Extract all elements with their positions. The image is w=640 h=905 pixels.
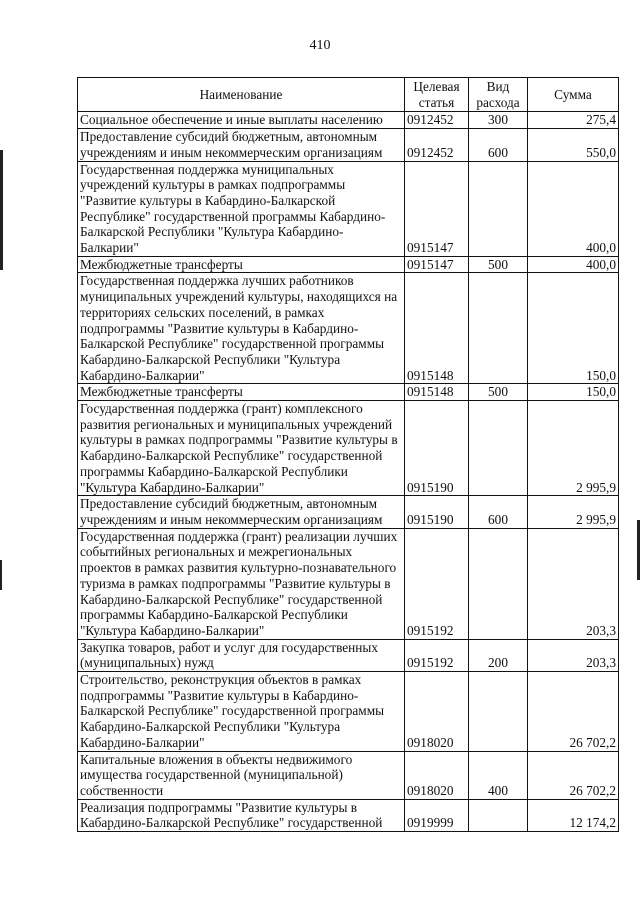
table-row	[78, 273, 619, 384]
row-name: Межбюджетные трансферты	[78, 256, 405, 273]
row-kind: 200	[469, 639, 528, 671]
row-sum: 150,0	[528, 273, 619, 384]
header-name: Наименование	[78, 78, 405, 112]
row-kind: 600	[469, 496, 528, 528]
row-code: 0915190	[405, 496, 469, 528]
row-sum: 400,0	[528, 161, 619, 256]
header-code-line2: статья	[418, 94, 455, 110]
row-name: Государственная поддержка (грант) реализации лучших событийных региональных и межрегиональных проектов в рамках развития культурно-познавательного туризма в рамках подпрограммы "Развитие культуры в Кабардино-Балкарской Республике" государственной программы Кабардино-Балкарской Республики "Культура Кабардино-Балкарии"	[78, 528, 405, 639]
row-name: Предоставление субсидий бюджетным, автономным учреждениям и иным некоммерческим организациям	[78, 129, 405, 161]
header-kind-line2: расхода	[476, 94, 520, 110]
row-code: 0912452	[405, 112, 469, 129]
row-kind: 400	[469, 751, 528, 799]
row-kind	[469, 161, 528, 256]
table-row	[78, 161, 619, 256]
row-sum: 400,0	[528, 256, 619, 273]
table-row	[78, 799, 619, 831]
header-code	[405, 78, 469, 112]
row-name: Социальное обеспечение и иные выплаты населению	[78, 112, 405, 129]
header-kind	[469, 78, 528, 112]
row-kind	[469, 401, 528, 496]
row-code: 0915147	[405, 161, 469, 256]
header-code-line1: Целевая	[413, 79, 460, 94]
table-row	[78, 672, 619, 752]
row-name: Реализация подпрограммы "Развитие культуры в Кабардино-Балкарской Республике" государственной	[78, 799, 405, 831]
row-kind	[469, 528, 528, 639]
row-name: Строительство, реконструкция объектов в рамках подпрограммы "Развитие культуры в Кабардино-Балкарской Республике" государственной программы Кабардино-Балкарской Республики "Культура Кабардино-Балкарии"	[78, 672, 405, 752]
row-kind: 300	[469, 112, 528, 129]
row-code: 0918020	[405, 751, 469, 799]
row-sum: 275,4	[528, 112, 619, 129]
row-name: Государственная поддержка лучших работников муниципальных учреждений культуры, находящихся на территориях сельских поселений, в рамках подпрограммы "Развитие культуры в Кабардино-Балкарской Республике" государственной программы Кабардино-Балкарской Республики "Культура Кабардино-Балкарии"	[78, 273, 405, 384]
row-kind: 500	[469, 256, 528, 273]
row-name: Межбюджетные трансферты	[78, 384, 405, 401]
row-kind: 500	[469, 384, 528, 401]
table-row	[78, 496, 619, 528]
page-number: 410	[309, 38, 331, 53]
row-code: 0915192	[405, 528, 469, 639]
row-sum: 150,0	[528, 384, 619, 401]
row-name: Государственная поддержка (грант) комплексного развития региональных и муниципальных учреждений культуры в рамках подпрограммы "Развитие культуры в Кабардино-Балкарской Республике" государственной программы Кабардино-Балкарской Республики "Культура Кабардино-Балкарии"	[78, 401, 405, 496]
header-sum: Сумма	[528, 78, 619, 112]
row-sum: 12 174,2	[528, 799, 619, 831]
row-sum: 26 702,2	[528, 672, 619, 752]
row-kind: 600	[469, 129, 528, 161]
row-code: 0915147	[405, 256, 469, 273]
row-sum: 203,3	[528, 528, 619, 639]
row-kind	[469, 273, 528, 384]
row-sum: 203,3	[528, 639, 619, 671]
row-name: Предоставление субсидий бюджетным, автономным учреждениям и иным некоммерческим организациям	[78, 496, 405, 528]
table-row	[78, 751, 619, 799]
row-sum: 550,0	[528, 129, 619, 161]
row-code: 0915192	[405, 639, 469, 671]
row-code: 0918020	[405, 672, 469, 752]
table-row	[78, 639, 619, 671]
row-name: Государственная поддержка муниципальных учреждений культуры в рамках подпрограммы "Развитие культуры в Кабардино-Балкарской Республике" государственной программы Кабардино-Балкарской Республики "Культура Кабардино-Балкарии"	[78, 161, 405, 256]
row-sum: 2 995,9	[528, 496, 619, 528]
scan-edge-mark	[0, 560, 2, 590]
table-row	[78, 384, 619, 401]
row-code: 0915148	[405, 273, 469, 384]
table-row	[78, 129, 619, 161]
row-name: Закупка товаров, работ и услуг для государственных (муниципальных) нужд	[78, 639, 405, 671]
table-row	[78, 256, 619, 273]
budget-table	[77, 77, 619, 832]
row-kind	[469, 799, 528, 831]
row-kind	[469, 672, 528, 752]
table-row	[78, 112, 619, 129]
header-kind-line1: Вид	[486, 79, 510, 94]
table-row	[78, 528, 619, 639]
table-header-row	[78, 78, 619, 112]
row-sum: 26 702,2	[528, 751, 619, 799]
row-code: 0915148	[405, 384, 469, 401]
scan-edge-mark	[0, 150, 3, 270]
row-code: 0912452	[405, 129, 469, 161]
table-row	[78, 401, 619, 496]
row-name: Капитальные вложения в объекты недвижимого имущества государственной (муниципальной) собственности	[78, 751, 405, 799]
row-code: 0919999	[405, 799, 469, 831]
row-sum: 2 995,9	[528, 401, 619, 496]
row-code: 0915190	[405, 401, 469, 496]
